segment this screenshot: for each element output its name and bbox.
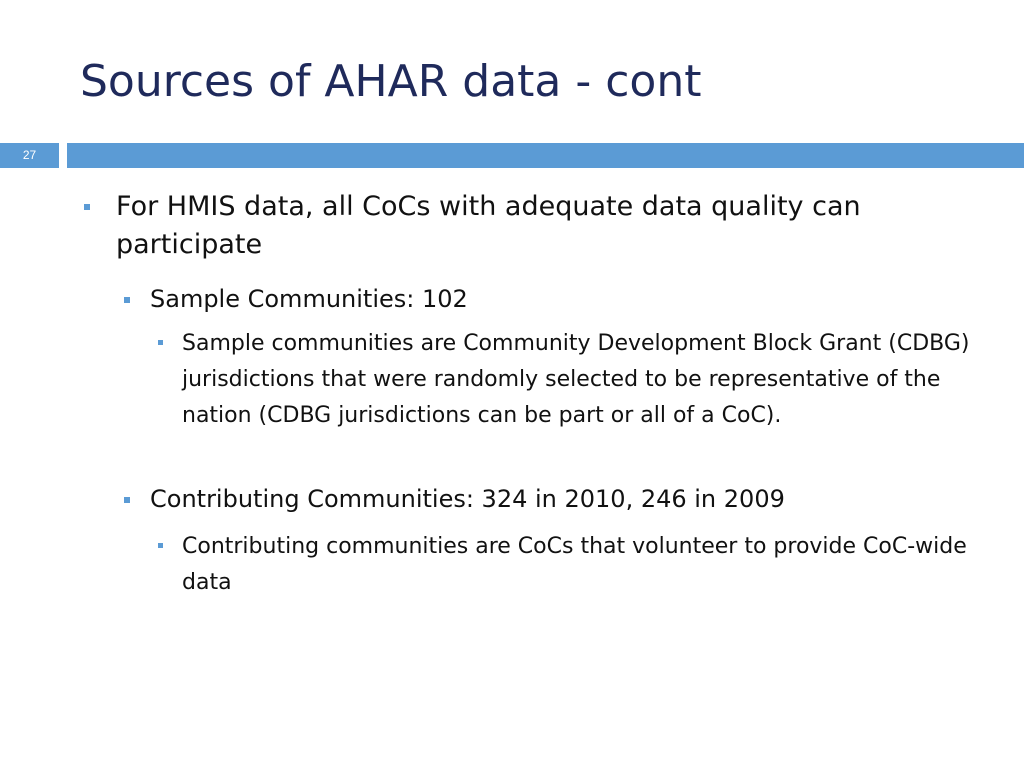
bullet-level2-contributing: Contributing Communities: 324 in 2010, 246 in 2009 (150, 485, 785, 513)
bullet-square-icon (124, 497, 130, 503)
slide-number: 27 (0, 143, 59, 168)
bullet-level2-sample: Sample Communities: 102 (150, 285, 468, 313)
bullet-square-icon (158, 543, 163, 548)
bullet-level3-sample-description: Sample communities are Community Development Block Grant (CDBG) jurisdictions that were randomly selected to be representative of the nation (CDBG jurisdictions can be part or all of a CoC). (182, 331, 970, 428)
bullet-square-icon (124, 297, 130, 303)
bullet-level1-hmis: For HMIS data, all CoCs with adequate data quality can participate (116, 191, 861, 260)
slide-title: Sources of AHAR data - cont (80, 56, 702, 107)
bullet-square-icon (84, 204, 90, 210)
bullet-level3-contributing-description: Contributing communities are CoCs that volunteer to provide CoC-wide data (182, 534, 967, 595)
bullet-square-icon (158, 340, 163, 345)
